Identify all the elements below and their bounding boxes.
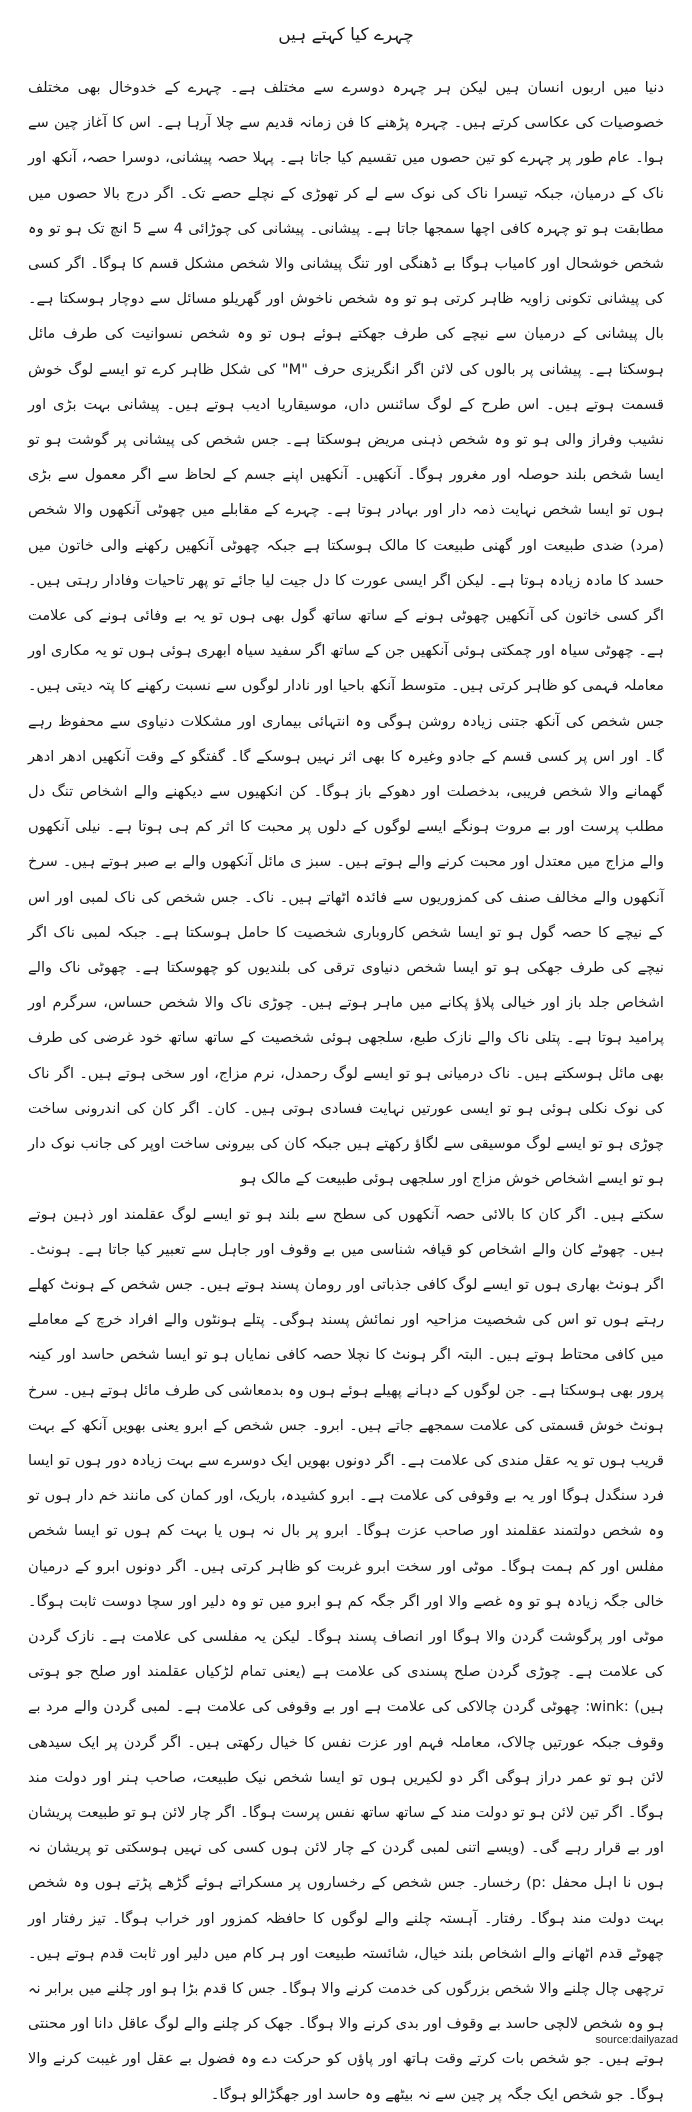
source-credit: source:dailyazad xyxy=(595,2034,678,2046)
article-title: چہرے کیا کہتے ہیں xyxy=(278,25,414,45)
article-paragraph-1: دنیا میں اربوں انسان ہیں لیکن ہر چہرہ دوسرے سے مختلف ہے۔ چہرے کے خدوخال بھی مختلف خصوصیات کی عکاسی کرتے ہیں۔ چہرہ پڑھنے کا فن زمانہ قدیم سے چلا آرہا ہے۔ اس کا آغاز چین سے ہوا۔ عام طور پر چہرے کو تین حصوں میں تقسیم کیا جاتا ہے۔ پہلا حصہ پیشانی، دوسرا حصہ، آنکھ اور ناک کے درمیان، جبکہ تیسرا ناک کی نوک سے لے کر تھوڑی کے نچلے حصے تک۔ اگر درج بالا حصوں میں مطابقت ہو تو چہرہ کافی اچھا سمجھا جاتا ہے۔ پیشانی۔ پیشانی کی چوڑائی 4 سے 5 انچ تک ہو تو وہ شخص خوشحال اور کامیاب ہوگا بے ڈھنگی اور تنگ پیشانی والا شخص مشکل قسم کا ہوگا۔ اگر کسی کی پیشانی تکونی زاویہ ظاہر کرتی ہو تو وہ شخص ناخوش اور گھریلو مسائل سے دوچار ہوسکتا ہے۔ بال پیشانی کے درمیان سے نیچے کی طرف جھکتے ہوئے ہوں تو وہ شخص نسوانیت کی طرف مائل ہوسکتا ہے۔ پیشانی پر بالوں کی لائن اگر انگریزی حرف "M" کی شکل ظاہر کرے تو ایسے لوگ خوش قسمت ہوتے ہیں۔ اس طرح کے لوگ سائنس داں، موسیقاریا ادیب ہوتے ہیں۔ پیشانی بہت بڑی اور نشیب وفراز والی ہو تو وہ شخص ذہنی مریض ہوسکتا ہے۔ جس شخص کی پیشانی پر گوشت ہو تو ایسا شخص بلند حوصلہ اور مغرور ہوگا۔ آنکھیں۔ آنکھیں اپنے جسم کے لحاظ سے اگر معمول سے بڑی ہوں تو ایسا شخص نہایت ذمہ دار اور بہادر ہوتا ہے۔ چہرے کے مقابلے میں چھوٹی آنکھوں والا شخص (مرد) ضدی طبیعت اور گھنی طبیعت کا مالک ہوسکتا ہے جبکہ چھوٹی آنکھیں رکھنے والی خاتون میں حسد کا مادہ زیادہ ہوتا ہے۔ لیکن اگر ایسی عورت کا دل جیت لیا جائے تو پھر تاحیات وفادار رہتی ہیں۔ اگر کسی خاتون کی آنکھیں چھوٹی ہونے کے ساتھ ساتھ گول بھی ہوں تو یہ بے وفائی ہونے کی علامت ہے۔ چھوٹی سیاہ اور چمکتی ہوئی آنکھیں جن کے ساتھ اگر سفید سیاہ ابھری ہوئی ہوں تو یہ مکاری اور معاملہ فہمی کو ظاہر کرتی ہیں۔ متوسط آنکھ باحیا اور نادار لوگوں سے نسبت رکھنے کا پتہ دیتی ہیں۔ جس شخص کی آنکھ جتنی زیادہ روشن ہوگی وہ انتہائی بیماری اور مشکلات دنیاوی سے محفوظ رہے گا۔ اور اس پر کسی قسم کے جادو وغیرہ کا بھی اثر نہیں ہوسکے گا۔ گفتگو کے وقت آنکھیں ادھر ادھر گھمانے والا شخص فریبی، بدخصلت اور دھوکے باز ہوگا۔ کن انکھیوں سے دیکھنے والے اشخاص تنگ دل مطلب پرست اور بے مروت ہونگے ایسے لوگوں کے دلوں پر محبت کا اثر کم ہی ہوتا ہے۔ نیلی آنکھوں والے مزاج میں معتدل اور محبت کرنے والے ہوتے ہیں۔ سبز ی مائل آنکھوں والے بے صبر ہوتے ہیں۔ سرخ آنکھوں والے مخالف صنف کی کمزوریوں سے فائدہ اٹھاتے ہیں۔ ناک۔ جس شخص کی ناک لمبی اور اس کے نیچے کا حصہ گول ہو تو ایسا شخص کاروباری شخصیت کا حامل ہوسکتا ہے۔ جبکہ لمبی ناک اگر نیچے کی طرف جھکی ہو تو ایسا شخص دنیاوی ترقی کی بلندیوں کو چھوسکتا ہے۔ چھوٹی ناک والے اشخاص جلد باز اور خیالی پلاؤ پکانے میں ماہر ہوتے ہیں۔ چوڑی ناک والا شخص حساس، سرگرم اور پرامید ہوتا ہے۔ پتلی ناک والے نازک طبع، سلجھی ہوئی شخصیت کے ساتھ ساتھ خود غرضی کی طرف بھی مائل ہوسکتے ہیں۔ ناک درمیانی ہو تو ایسے لوگ رحمدل، نرم مزاج، اور سخی ہوتے ہیں۔ اگر ناک کی نوک نکلی ہوئی ہو تو ایسی عورتیں نہایت فسادی ہوتی ہیں۔ کان۔ اگر کان کی اندرونی ساخت چوڑی ہو تو ایسے لوگ موسیقی سے لگاؤ رکھتے ہیں جبکہ کان کی بیرونی ساخت اوپر کی جانب نوک دار ہو تو ایسے اشخاص خوش مزاج اور سلجھی ہوئی طبیعت کے مالک ہو xyxy=(28,79,665,1188)
article-paragraph-2: سکتے ہیں۔ اگر کان کا بالائی حصہ آنکھوں کی سطح سے بلند ہو تو ایسے لوگ عقلمند اور ذہین ہوتے ہیں۔ چھوٹے کان والے اشخاص کو قیافہ شناسی میں بے وقوف اور جاہل سے تعبیر کیا جاتا ہے۔ ہونٹ۔ اگر ہونٹ بھاری ہوں تو ایسے لوگ کافی جذباتی اور رومان پسند ہوتے ہیں۔ جس شخص کے ہونٹ کھلے رہتے ہوں تو اس کی شخصیت مزاحیہ اور نمائش پسند ہوگی۔ پتلے ہونٹوں والے افراد خرچ کے معاملے میں کافی محتاط ہوتے ہیں۔ البتہ اگر ہونٹ کا نچلا حصہ کافی نمایاں ہو تو ایسا شخص حاسد اور کینہ پرور بھی ہوسکتا ہے۔ جن لوگوں کے دہانے پھیلے ہوئے ہوں وہ بدمعاشی کی طرف مائل ہوتے ہیں۔ سرخ ہونٹ خوش قسمتی کی علامت سمجھے جاتے ہیں۔ ابرو۔ جس شخص کے ابرو یعنی بھویں آنکھ کے بہت قریب ہوں تو یہ عقل مندی کی علامت ہے۔ اگر دونوں بھویں ایک دوسرے سے بہت زیادہ دور ہوں تو ایسا فرد سنگدل ہوگا اور یہ بے وقوفی کی علامت ہے۔ ابرو کشیدہ، باریک، اور کمان کی مانند خم دار ہوں تو وہ شخص دولتمند عقلمند اور صاحب عزت ہوگا۔ ابرو پر بال نہ ہوں یا بہت کم ہوں تو ایسا شخص مفلس اور کم ہمت ہوگا۔ موٹی اور سخت ابرو غربت کو ظاہر کرتی ہیں۔ اگر دونوں ابرو کے درمیان خالی جگہ زیادہ ہو تو وہ غصے والا اور اگر جگہ کم ہو ابرو میں تو وہ دلیر اور سچا دوست ثابت ہوگا۔ موٹی اور پرگوشت گردن والا ہوگا اور انصاف پسند ہوگا۔ لیکن یہ مفلسی کی علامت ہے۔ نازک گردن کی علامت ہے۔ چوڑی گردن صلح پسندی کی علامت ہے (یعنی تمام لڑکیاں عقلمند اور صلح جو ہوتی ہیں) :wink: چھوٹی گردن چالاکی کی علامت ہے اور بے وقوفی کی علامت ہے۔ لمبی گردن والے مرد بے وقوف جبکہ عورتیں چالاک، معاملہ فہم اور عزت نفس کا خیال رکھتی ہیں۔ اگر گردن پر ایک سیدھی لائن ہو تو عمر دراز ہوگی اگر دو لکیریں ہوں تو ایسا شخص نیک طبیعت، صاحب ہنر اور دولت مند ہوگا۔ اگر تین لائن ہو تو دولت مند کے ساتھ ساتھ نفس پرست ہوگا۔ اگر چار لائن ہو تو طبیعت پریشان اور بے قرار رہے گی۔ (ویسے اتنی لمبی گردن کے چار لائن ہوں کسی کی نہیں ہوسکتی تو پریشان نہ ہوں نا اہل محفل :p) رخسار۔ جس شخص کے رخساروں پر مسکراتے ہوئے گڑھے پڑتے ہوں وہ شخص بہت دولت مند ہوگا۔ رفتار۔ آہستہ چلنے والے لوگوں کا حافظہ کمزور اور خراب ہوگا۔ تیز رفتار اور چھوٹے قدم اٹھانے والے اشخاص بلند خیال، شائستہ طبیعت اور ہر کام میں دلیر اور ثابت قدم ہوتے ہیں۔ ترچھی چال چلنے والا شخص بزرگوں کی خدمت کرنے والا ہوگا۔ جس کا قدم بڑا ہو اور چلنے میں برابر نہ ہو وہ شخص لالچی حاسد بے وقوف اور بدی کرنے والا ہوگا۔ جھک کر چلنے والے لوگ عاقل دانا اور محنتی ہوتے ہیں۔ جو شخص بات کرتے وقت ہاتھ اور پاؤں کو حرکت دے وہ فضول بے عقل اور غیبت کرنے والا ہوگا۔ جو شخص ایک جگہ پر چین سے نہ بیٹھے وہ حاسد اور جھگڑالو ہوگا۔ xyxy=(28,1205,664,2103)
